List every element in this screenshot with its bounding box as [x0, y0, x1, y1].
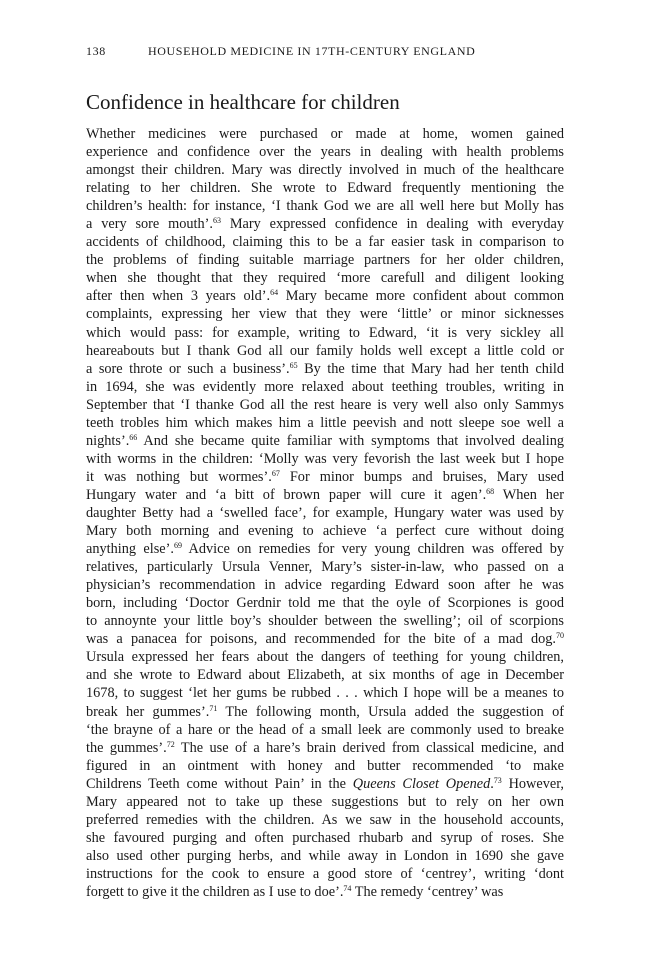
text-segment: Mary appeared not to take up these suggestions but to rely on her own — [86, 793, 564, 810]
text-line — [86, 396, 564, 414]
text-line — [86, 522, 564, 540]
text-segment: break her gummes’. — [86, 703, 210, 720]
text-line — [86, 125, 564, 143]
text-line — [86, 305, 564, 323]
text-segment: The remedy ‘centrey’ was — [351, 883, 504, 900]
text-segment: when she thought that they required ‘more carefull and diligent looking — [86, 270, 564, 287]
text-segment: accidents of childhood, claiming this to be a far easier task in comparison to — [86, 234, 564, 251]
text-segment: The use of a hare’s brain derived from classical medicine, and — [174, 739, 564, 756]
text-segment: a very sore mouth’. — [86, 216, 213, 233]
footnote-ref: 71 — [209, 703, 218, 713]
text-line — [86, 721, 564, 739]
text-segment: When her — [494, 486, 564, 503]
text-line — [86, 504, 564, 522]
text-segment: she favoured purging and often purchased rhubarb and syrup of roses. She — [86, 829, 564, 846]
text-line — [86, 757, 564, 775]
text-segment: and she wrote to Edward about Elizabeth, at six months of age in December — [86, 667, 564, 684]
text-line — [86, 287, 564, 305]
text-segment: Ursula expressed her fears about the dangers of teething for young children, — [86, 649, 564, 666]
text-segment: 1678, to suggest ‘let her gums be rubbed . . . which I hope will be a meanes to — [86, 685, 564, 702]
text-line — [86, 468, 564, 486]
text-line — [86, 450, 564, 468]
text-line — [86, 432, 564, 450]
text-line — [86, 703, 564, 721]
text-segment: it was nothing but wormes’. — [86, 468, 272, 485]
text-segment: Mary became more confident about common — [278, 288, 564, 305]
text-segment: preferred remedies with the children. As we saw in the household accounts, — [86, 811, 564, 828]
text-segment: And she became quite familiar with symptoms that involved dealing — [137, 432, 564, 449]
text-line — [86, 684, 564, 702]
text-line — [86, 360, 564, 378]
text-segment: relatives, particularly Ursula Venner, Mary’s sister-in-law, who passed on a — [86, 559, 564, 576]
text-segment: the problems of finding suitable marriage partners for her older children, — [86, 252, 564, 269]
text-line — [86, 342, 564, 360]
text-segment: Whether medicines were purchased or made at home, women gained — [86, 126, 564, 142]
text-segment: Mary expressed confidence in dealing with everyday — [221, 216, 565, 233]
text-segment: with worms in the children: ‘Molly was very fevorish the last week but I hope — [86, 450, 564, 467]
text-segment: Hungary water and ‘a bitt of brown paper will cure it agen’. — [86, 486, 487, 503]
text-line — [86, 793, 564, 811]
text-segment: forgett to give it the children as I use to doe’. — [86, 883, 344, 900]
text-segment: relating to her children. She wrote to Edward frequently mentioning the — [86, 180, 564, 197]
text-line — [86, 576, 564, 594]
footnote-ref: 73 — [493, 775, 502, 785]
text-line — [86, 251, 564, 269]
section-heading: Confidence in healthcare for children — [86, 90, 400, 114]
text-line — [86, 847, 564, 865]
text-segment: was a panacea for poisons, and recommended for the bite of a mad dog. — [86, 631, 556, 648]
text-line — [86, 486, 564, 504]
text-segment: . — [490, 775, 494, 792]
text-segment: which would pass: for example, writing to Edward, ‘it is very sickley all — [86, 324, 564, 341]
text-line — [86, 179, 564, 197]
text-segment: By the time that Mary had her tenth child — [297, 360, 564, 377]
footnote-ref: 74 — [343, 883, 352, 893]
text-line — [86, 666, 564, 684]
text-segment: teeth trobles him which makes him a little peevish and nott sleepe soe well a — [86, 414, 564, 431]
footnote-ref: 65 — [289, 360, 298, 370]
text-line — [86, 612, 564, 630]
text-segment: heareabouts but I thank God all our family holds well except a little cold or — [86, 342, 564, 359]
text-segment: However, — [501, 775, 564, 792]
book-title-italic: Queens Closet Opened — [352, 775, 491, 792]
text-segment: ‘the brayne of a hare or the head of a small leek are commonly used to breake — [86, 721, 564, 738]
footnote-ref: 66 — [129, 432, 138, 442]
running-head — [86, 44, 564, 59]
body-paragraph — [86, 125, 564, 901]
text-segment: the gummes’. — [86, 739, 167, 756]
footnote-ref: 72 — [166, 739, 175, 749]
footnote-ref: 69 — [173, 541, 182, 551]
text-segment: instructions for the cook to ensure a good store of ‘centrey’, writing ‘dont — [86, 865, 564, 882]
text-line — [86, 161, 564, 179]
text-segment: For minor bumps and bruises, Mary used — [279, 468, 565, 485]
footnote-ref: 67 — [271, 468, 280, 478]
running-head-title: HOUSEHOLD MEDICINE IN 17TH-CENTURY ENGLAND — [148, 44, 476, 58]
text-segment: figured in an ointment with honey and butter recommended ‘to make — [86, 757, 564, 774]
text-line — [86, 143, 564, 161]
text-segment: anything else’. — [86, 541, 174, 558]
text-line — [86, 540, 564, 558]
text-line — [86, 233, 564, 251]
text-segment: nights’. — [86, 432, 130, 449]
text-segment: experience and confidence over the years in dealing with health problems — [86, 144, 564, 161]
footnote-ref: 70 — [556, 631, 564, 641]
text-line — [86, 811, 564, 829]
text-line — [86, 739, 564, 757]
text-line — [86, 594, 564, 612]
text-segment: born, including ‘Doctor Gerdnir told me that the oyle of Scorpiones is good — [86, 595, 564, 612]
text-segment: a sore throte or such a business’. — [86, 360, 290, 377]
text-segment: after then when 3 years old’. — [86, 288, 271, 305]
text-line — [86, 269, 564, 287]
footnote-ref: 63 — [213, 216, 221, 226]
text-segment: physician’s recommendation in advice regarding Edward soon after he was — [86, 577, 564, 594]
text-segment: children’s health: for instance, ‘I thank God we are all well here but Molly has — [86, 198, 564, 215]
text-line — [86, 558, 564, 576]
text-segment: complaints, expressing her view that they were ‘little’ or minor sicknesses — [86, 306, 564, 323]
text-line — [86, 414, 564, 432]
footnote-ref: 64 — [270, 288, 279, 298]
text-line — [86, 865, 564, 883]
text-line — [86, 215, 564, 233]
text-segment: Mary both morning and evening to achieve ‘a perfect cure without doing — [86, 523, 564, 540]
text-line — [86, 829, 564, 847]
text-line — [86, 775, 564, 793]
text-segment: Childrens Teeth come without Pain’ in the — [86, 775, 353, 792]
text-line — [86, 648, 564, 666]
text-segment: also used other purging herbs, and while away in London in 1690 she gave — [86, 847, 564, 864]
footnote-ref: 68 — [486, 486, 495, 496]
text-segment: The following month, Ursula added the suggestion of — [217, 703, 565, 720]
text-line — [86, 324, 564, 342]
text-line — [86, 883, 564, 901]
text-segment: daughter Betty had a ‘swelled face’, for example, Hungary water was used by — [86, 504, 564, 521]
text-line — [86, 378, 564, 396]
text-segment: amongst their children. Mary was directly involved in much of the healthcare — [86, 162, 564, 179]
text-line — [86, 630, 564, 648]
text-segment: Advice on remedies for very young children was offered by — [181, 541, 565, 558]
page-number: 138 — [86, 44, 106, 58]
text-segment: to annoynte your little boy’s shoulder between the swelling’; oil of scorpions — [86, 613, 564, 630]
text-segment: in 1694, she was evidently more relaxed about teething troubles, writing in — [86, 378, 564, 395]
text-line — [86, 197, 564, 215]
text-segment: September that ‘I thanke God all the rest heare is very well also only Sammys — [86, 396, 564, 413]
